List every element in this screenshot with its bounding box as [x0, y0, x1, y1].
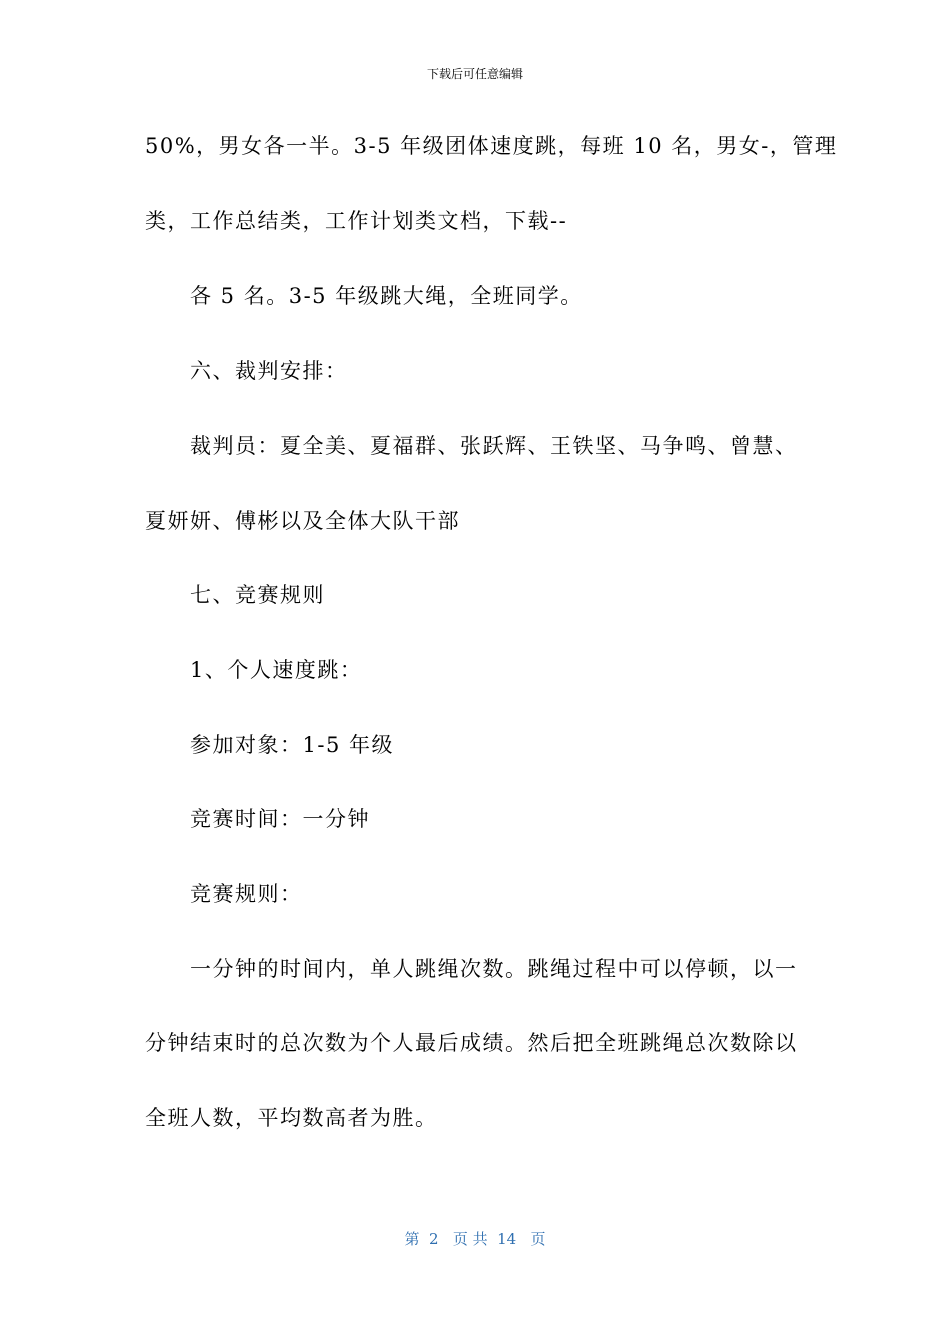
section-heading-rules: 七、竞赛规则 — [190, 583, 325, 607]
body-line-1: 50%，男女各一半。3-5 年级团体速度跳，每班 10 名，男女-，管理 — [145, 134, 838, 158]
section-heading-referee: 六、裁判安排： — [190, 359, 348, 383]
body-line-time: 竞赛时间：一分钟 — [190, 807, 370, 831]
subsection-heading-speed-jump: 1、个人速度跳： — [190, 658, 363, 682]
body-line-3: 各 5 名。3-5 年级跳大绳，全班同学。 — [190, 284, 583, 308]
body-line-referees: 裁判员：夏全美、夏福群、张跃辉、王铁坚、马争鸣、曾慧、 — [190, 434, 798, 458]
body-line-rules-2: 分钟结束时的总次数为个人最后成绩。然后把全班跳绳总次数除以 — [145, 1031, 798, 1055]
body-line-2: 类，工作总结类，工作计划类文档，下载-- — [145, 209, 568, 233]
page-footer: 第 2 页 共 14 页 — [404, 1230, 546, 1248]
body-line-referees-cont: 夏妍妍、傅彬以及全体大队干部 — [145, 509, 460, 533]
body-line-rules-3: 全班人数，平均数高者为胜。 — [145, 1106, 438, 1130]
body-line-rules-1: 一分钟的时间内，单人跳绳次数。跳绳过程中可以停顿，以一 — [190, 957, 798, 981]
body-line-participants: 参加对象：1-5 年级 — [190, 733, 394, 757]
body-line-rules-label: 竞赛规则： — [190, 882, 303, 906]
page-header: 下载后可任意编辑 — [426, 67, 523, 81]
